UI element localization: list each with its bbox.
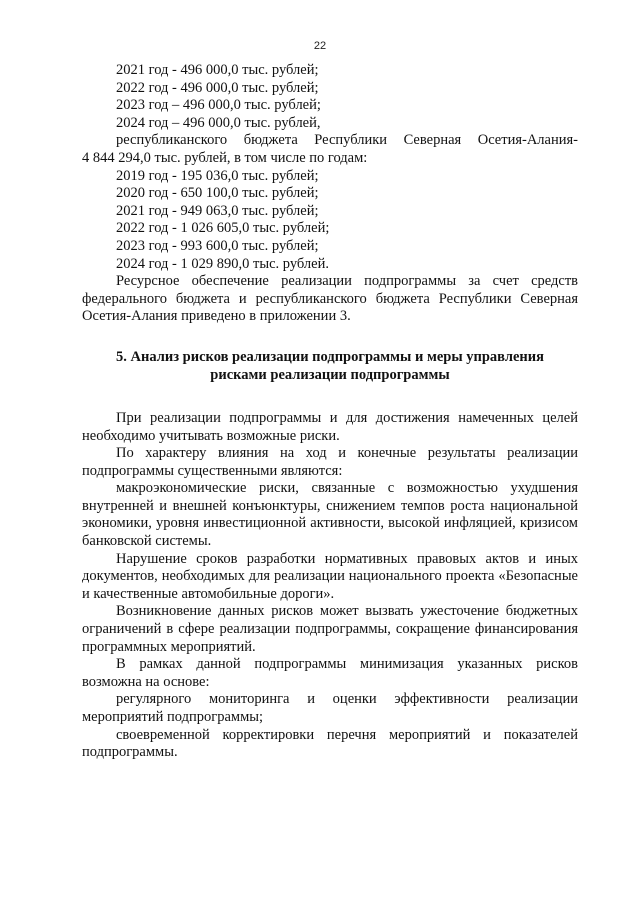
republic-budget-total: 4 844 294,0 тыс. рублей, в том числе по годам:: [82, 149, 368, 166]
republic-budget-line: 2019 год - 195 036,0 тыс. рублей;: [116, 167, 319, 184]
budget-line: 2023 год – 496 000,0 тыс. рублей;: [116, 97, 321, 114]
republic-budget-line: 2024 год - 1 029 890,0 тыс. рублей.: [116, 255, 329, 272]
budget-line: 2024 год – 496 000,0 тыс. рублей,: [116, 114, 321, 131]
paragraph: Возникновение данных рисков может вызвать ужесточение бюджетных ограничений в сфере реализации подпрограммы, сокращение финансирования программных мероприятий.: [82, 603, 578, 655]
republic-budget-line: 2022 год - 1 026 605,0 тыс. рублей;: [116, 220, 330, 237]
paragraph: По характеру влияния на ход и конечные результаты реализации подпрограммы существенными являются:: [82, 445, 578, 479]
paragraph: своевременной корректировки перечня мероприятий и показателей подпрограммы.: [82, 726, 578, 761]
section-heading-line: рисками реализации подпрограммы: [210, 366, 450, 383]
resource-paragraph: Ресурсное обеспечение реализации подпрограммы за счет средств федерального бюджета и республиканского бюджета Республики Северная Осетия-Алания приведено в приложении 3.: [82, 273, 578, 325]
republic-budget-line: 2020 год - 650 100,0 тыс. рублей;: [116, 185, 319, 202]
document-body: [82, 62, 578, 762]
paragraph: макроэкономические риски, связанные с возможностью ухудшения внутренней и внешней конъюнктуры, снижением темпов роста национальной экономики, уровня инвестиционной активности, высокой инфляцией, кризисом банковской системы.: [82, 480, 578, 550]
page-number: 22: [313, 40, 327, 52]
paragraph: При реализации подпрограммы и для достижения намеченных целей необходимо учитывать возможные риски.: [82, 409, 578, 444]
section-heading-line: 5. Анализ рисков реализации подпрограммы и меры управления: [116, 348, 544, 365]
paragraph: регулярного мониторинга и оценки эффективности реализации мероприятий подпрограммы;: [82, 691, 578, 725]
budget-line: 2021 год - 496 000,0 тыс. рублей;: [116, 62, 319, 78]
budget-line: 2022 год - 496 000,0 тыс. рублей;: [116, 79, 319, 96]
paragraph: В рамках данной подпрограммы минимизация указанных рисков возможна на основе:: [82, 656, 578, 690]
paragraph: Нарушение сроков разработки нормативных правовых актов и иных документов, необходимых для реализации национального проекта «Безопасные и качественные автомобильные дороги».: [82, 550, 578, 602]
republic-budget-intro: республиканского бюджета Республики Северная Осетия-Алания-: [116, 132, 578, 149]
republic-budget-line: 2023 год - 993 600,0 тыс. рублей;: [116, 237, 319, 254]
section-heading: [82, 348, 578, 384]
republic-budget-line: 2021 год - 949 063,0 тыс. рублей;: [116, 202, 319, 219]
